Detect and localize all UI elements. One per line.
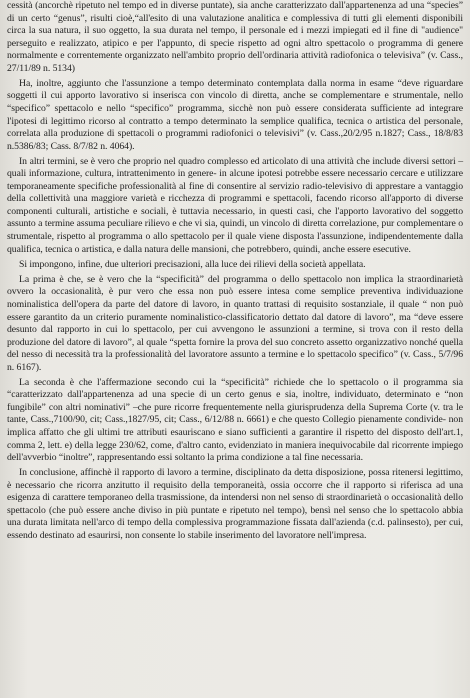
- paragraph-continuation: cessità (ancorchè ripetuto nel tempo ed in diverse puntate), sia anche caratterizzato dall'appartenenza ad una “species” di un certo “genus”, risulti cioè,“all'esito di una valutazione analitica e complessiva di tutti gli elementi disponibili circa la sua natura, il suo oggetto, la sua durata nel tempo, il personale ed i mezzi impiegati ed il fine di "audience" perseguito e realizzato, atipico e per l'appunto, di specie rispetto ad ogni altro spettacolo o programma di genere normalmente e correntemente organizzato nell'ambito proprio dell'ordinaria attività radiofonica o televisiva” (v. Cass., 27/11/89 n. 5134): [7, 0, 463, 74]
- paragraph-conclusione: In conclusione, affinchè il rapporto di lavoro a termine, disciplinato da detta disposizione, possa ritenersi legittimo, è necessario che ricorra anzitutto il requisito della temporaneità, ossia occorre che il rapporto si riferisca ad una esigenza di carattere temporaneo della trasmissione, da intendersi non nel senso di straordinarietà o occasionalità dello spettacolo (che può essere anche diviso in più puntate e ripetuto nel tempo), bensì nel senso che lo spettacolo abbia una durata limitata nell'arco di tempo della complessiva programmazione fissata dall'azienda (c.d. palinsesto), per cui, essendo destinato ad esaurirsi, non consente lo stabile inserimento del lavoratore nell'impresa.: [7, 467, 463, 541]
- paragraph-assunzione: Ha, inoltre, aggiunto che l'assunzione a tempo determinato contemplata dalla norma in esame “deve riguardare soggetti il cui apporto lavorativo si inserisca con vincolo di diretta, anche se complementare e strumentale, nello “specifico” spettacolo e nello “specifico” programma, sicchè non può essere considerata sufficiente ad integrare l'ipotesi di legittimo ricorso al contratto a tempo determinato la semplice qualifica, tecnica o artistica del personale, correlata alla produzione di spettacoli o programmi radiofonici o televisivi” (v. Cass.,20/2/95 n.1827; Cass., 18/8/83 n.5386/83; Cass. 8/7/82 n. 4064).: [7, 77, 463, 152]
- paragraph-precisazioni: Si impongono, infine, due ulteriori precisazioni, alla luce dei rilievi della società appellata.: [19, 258, 366, 270]
- document-body: [7, 0, 463, 543]
- paragraph-seconda: La seconda è che l'affermazione secondo cui la “specificità” richiede che lo spettacolo o il programma sia “caratterizzato dall'appartenenza ad una specie di un certo genus e sia, inoltre, individuato, determinato e “non fungibile” con altri nominativi” –che pure ricorre frequentemente nella giurisprudenza della Suprema Corte (v. tra le tante, Cass.,7100/90, cit; Cass.,1827/95, cit; Cass., 6/12/88 n. 6661) e che questo Collegio pienamente condivide- non implica affatto che gli ultimi tre attributi esauriscano e siano sufficienti a garantire il rispetto del disposto dell'art.1, comma 2, lett. e) della legge 230/62, come, d'altro canto, evidenziato in maniera inequivocabile dal ricorrente impiego dell'avverbio “inoltre”, rappresentando essi soltanto la prima condizione a tal fine necessaria.: [7, 376, 463, 464]
- paragraph-altri-termini: In altri termini, se è vero che proprio nel quadro complesso ed articolato di una attività che include diversi settori –quali informazione, cultura, intrattenimento in genere- in alcune ipotesi potrebbe essere necessario cercare e utilizzare temporaneamente specifiche professionalità al fine di consentire al servizio radio-televisivo di apprestare a vantaggio della collettività una maggiore varietà e ricchezza di programmi e spettacoli, facendo ricorso all'apporto di diverse componenti culturali, artistiche e sociali, è tuttavia necessario, in questi casi, che l'apporto lavorativo del soggetto assunto a termine assuma peculiare rilievo e che vi sia, quindi, un vincolo di diretta correlazione, pur complementare o strumentale, rispetto al programma o allo spettacolo per il quale viene disposta l'assunzione, indipendentemente dalla qualifica, tecnica o artistica, e dalla natura delle mansioni, che potrebbero, quindi, anche essere esecutive.: [7, 155, 463, 255]
- paragraph-prima: La prima è che, se è vero che la “specificità” del programma o dello spettacolo non implica la straordinarietà ovvero la occasionalità, è pur vero che essa non può essere intesa come semplice preventiva individuazione nominalistica dell'opera da parte del datore di lavoro, in quanto trattasi di requisito sostanziale, il quale “ non può essere garantito da un criterio puramente nominalistico-classificatorio dettato dal datore di lavoro”, ma “deve essere desunto dal rapporto in cui lo spettacolo, per cui avvengono le assunzioni a termine, si trova con il resto della produzione del datore di lavoro”, al quale “spetta fornire la prova del suo concreto assetto organizzativo nonché quella del nesso di necessità tra la professionalità del lavoratore assunto a termine e lo spettacolo specifico” (v. Cass., 5/7/96 n. 6167).: [7, 273, 463, 373]
